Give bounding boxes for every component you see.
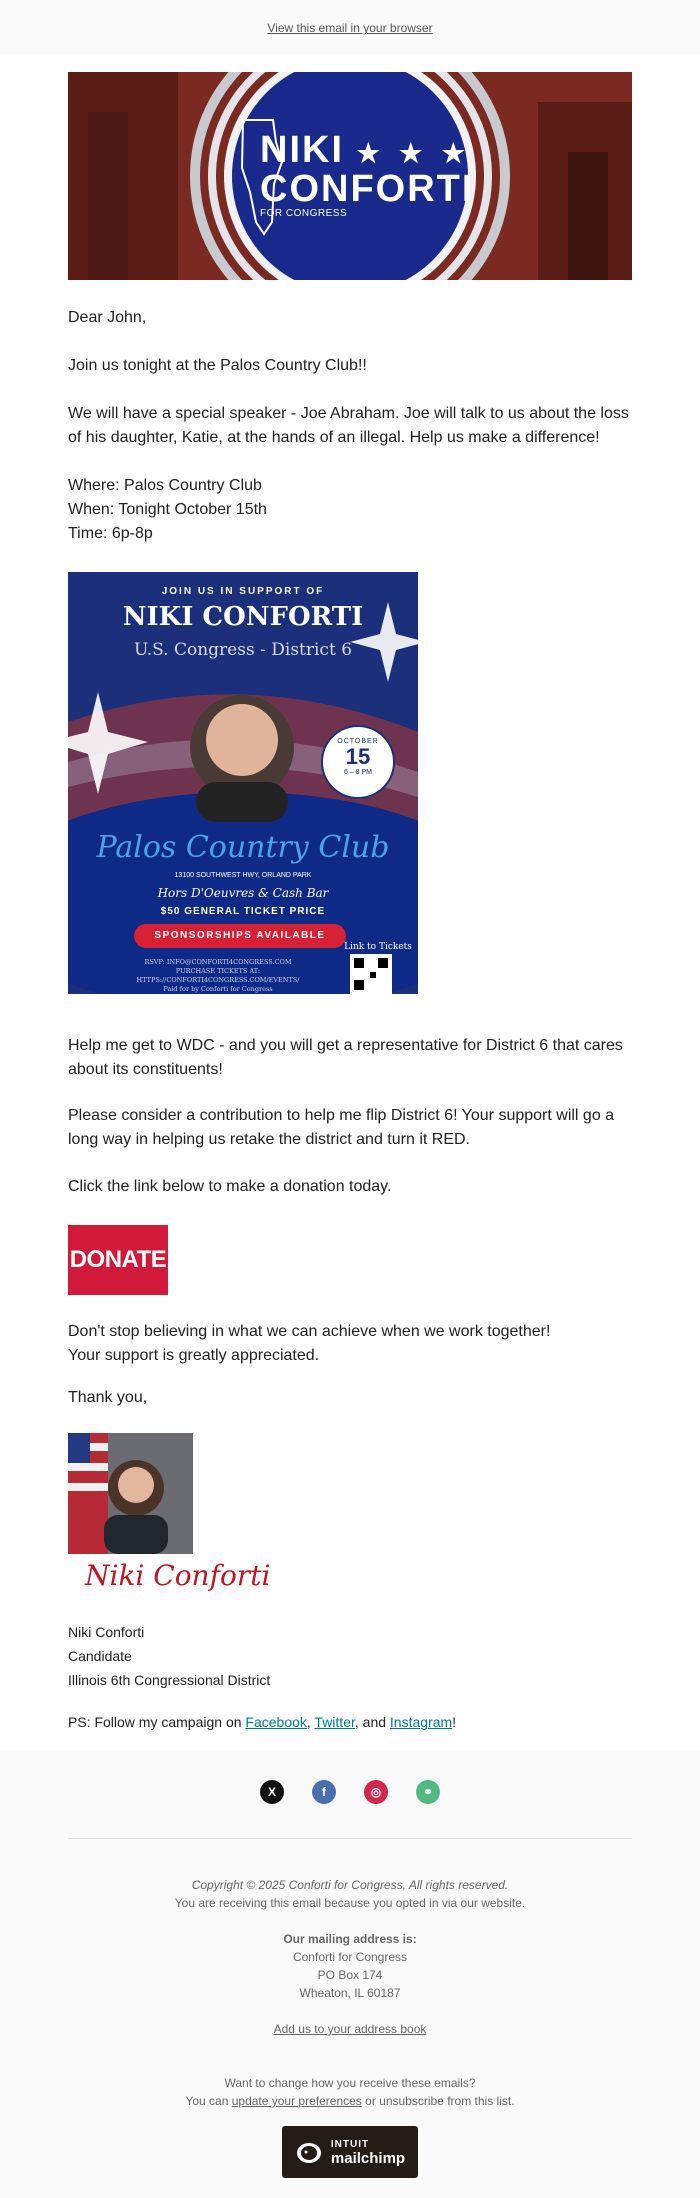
- flyer-purchase2: HTTPS://CONFORTI4CONGRESS.COM/EVENTS/: [136, 976, 300, 984]
- flyer-paid-by: Paid for by Conforti for Congress: [163, 985, 273, 993]
- facebook-icon[interactable]: f: [312, 1780, 336, 1804]
- event-where: Where: Palos Country Club: [68, 477, 262, 494]
- instagram-link[interactable]: Instagram: [389, 1714, 453, 1730]
- signature: Niki Conforti: [85, 1559, 271, 1592]
- social-links: [0, 1780, 700, 1804]
- sig-title: Candidate: [68, 1648, 132, 1664]
- candidate-photo-graphic: [68, 1433, 193, 1554]
- thank-you: Thank you,: [68, 1389, 148, 1406]
- sig-name: Niki Conforti: [68, 1624, 145, 1640]
- flyer-hours: 6 – 8 PM: [343, 769, 372, 776]
- footer-divider: [68, 1838, 632, 1839]
- flyer-month: OCTOBER: [337, 738, 379, 745]
- ps-comma: ,: [306, 1714, 315, 1730]
- flyer-day: 15: [345, 744, 371, 769]
- flyer-food: Hors D'Oeuvres & Cash Bar: [157, 886, 329, 900]
- greeting: Dear John,: [68, 309, 147, 326]
- paragraph-speaker: We will have a special speaker - Joe Abraham. Joe will talk to us about the loss of his daughter, Katie, at the hands of an illegal. Help us make a difference!: [68, 405, 629, 446]
- mailing-org: Conforti for Congress: [292, 1950, 408, 1964]
- change-prompt: Want to change how you receive these emails?: [224, 2076, 476, 2090]
- donate-button[interactable]: DONATE: [68, 1225, 168, 1295]
- banner-name-line2: CONFORTI: [260, 168, 475, 210]
- paragraph-click: Click the link below to make a donation today.: [68, 1178, 392, 1195]
- ps-and: , and: [354, 1714, 390, 1730]
- footer: [0, 1750, 700, 2198]
- mc-line2: mailchimp: [330, 2150, 406, 2167]
- ps-prefix: PS: Follow my campaign on: [68, 1714, 246, 1730]
- flyer-rsvp: RSVP: INFO@CONFORTI4CONGRESS.COM: [144, 958, 292, 966]
- event-time: Time: 6p-8p: [68, 525, 153, 542]
- update-preferences-link[interactable]: update your preferences: [231, 2094, 362, 2108]
- ps-line: [68, 1710, 632, 1734]
- flyer-ticket: $50 GENERAL TICKET PRICE: [160, 906, 326, 917]
- paragraph-appreciated: Your support is greatly appreciated.: [68, 1347, 320, 1364]
- you-can-text: You can: [185, 2094, 232, 2108]
- banner-stars: ★ ★ ★: [356, 138, 471, 168]
- event-flyer: [68, 572, 418, 994]
- event-when: When: Tonight October 15th: [68, 501, 267, 518]
- flyer-sponsor: SPONSORSHIPS AVAILABLE: [154, 930, 326, 941]
- candidate-portrait-body: [196, 782, 288, 822]
- facebook-link[interactable]: Facebook: [245, 1714, 307, 1730]
- mc-line1: INTUIT: [330, 2139, 370, 2150]
- flyer-link-tickets[interactable]: Link to Tickets: [344, 942, 412, 952]
- paragraph-contribution: Please consider a contribution to help me flip District 6! Your support will go a long way in helping us retake the district and turn it RED.: [68, 1107, 615, 1148]
- mailing-city: Wheaton, IL 60187: [299, 1986, 401, 2000]
- email-body: [0, 54, 700, 1750]
- x-icon[interactable]: X: [260, 1780, 284, 1804]
- link-icon[interactable]: ⚭: [416, 1780, 440, 1804]
- copyright: Copyright © 2025 Conforti for Congress, All rights reserved.: [191, 1878, 509, 1892]
- flyer-address: 13100 SOUTHWEST HWY, ORLAND PARK: [174, 872, 312, 879]
- mailchimp-logo-icon: [295, 2140, 323, 2164]
- twitter-link[interactable]: Twitter: [314, 1714, 355, 1730]
- banner-name-line1: NIKI: [260, 129, 344, 171]
- top-bar: [0, 0, 700, 54]
- flyer-district: U.S. Congress - District 6: [133, 640, 353, 660]
- instagram-icon[interactable]: ◎: [364, 1780, 388, 1804]
- mailing-po: PO Box 174: [317, 1968, 383, 1982]
- flyer-purchase1: PURCHASE TICKETS AT:: [175, 967, 261, 975]
- paragraph-wdc: Help me get to WDC - and you will get a representative for District 6 that cares about its constituents!: [68, 1037, 623, 1078]
- view-in-browser-link[interactable]: View this email in your browser: [267, 21, 433, 35]
- unsubscribe-text: or unsubscribe from this list.: [361, 2094, 515, 2108]
- paragraph-event: Join us tonight at the Palos Country Club!!: [68, 357, 367, 374]
- flyer-venue: Palos Country Club: [96, 830, 390, 865]
- add-address-book-link[interactable]: Add us to your address book: [273, 2022, 427, 2036]
- ps-end: !: [452, 1714, 457, 1730]
- mailing-label: Our mailing address is:: [283, 1932, 417, 1946]
- sig-district: Illinois 6th Congressional District: [68, 1672, 271, 1688]
- preferences-line: [0, 2092, 700, 2110]
- campaign-banner: [68, 72, 632, 280]
- mailchimp-badge[interactable]: [282, 2126, 418, 2178]
- banner-subtitle: FOR CONGRESS: [260, 208, 348, 219]
- paragraph-believe: Don't stop believing in what we can achieve when we work together!: [68, 1323, 551, 1340]
- flyer-name: NIKI CONFORTI: [122, 602, 364, 632]
- flyer-join: JOIN US IN SUPPORT OF: [161, 586, 325, 597]
- candidate-portrait-face: [206, 704, 278, 776]
- candidate-photo: [68, 1433, 193, 1554]
- receiving-reason: You are receiving this email because you opted in via our website.: [174, 1896, 526, 1910]
